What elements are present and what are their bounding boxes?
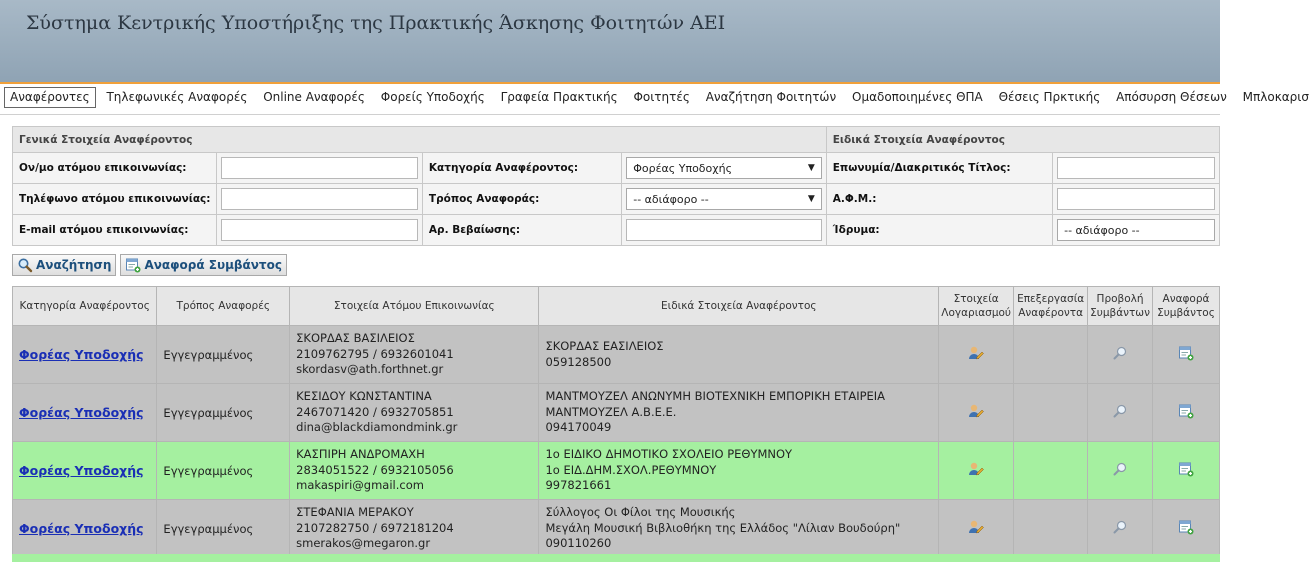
report-event-icon (125, 257, 141, 273)
tab-internship-positions[interactable]: Θέσεις Πρκτικής (998, 90, 1101, 104)
method-cell: Εγγεγραμμένος (157, 384, 290, 442)
results-table (12, 286, 1220, 558)
special-line: ΜΑΝΤΜΟΥΖΕΛ Α.Β.Ε.Ε. (545, 404, 677, 419)
col-header-edit: Επεξεργασία Αναφέροντα (1014, 287, 1088, 326)
contact-email-input[interactable] (221, 219, 417, 241)
special-section-title: Ειδικά Στοιχεία Αναφέροντος (826, 127, 1219, 153)
chevron-down-icon: ▼ (807, 194, 815, 204)
tab-position-withdrawal[interactable]: Απόσυρση Θέσεων (1116, 90, 1227, 104)
special-line: Σύλλογος Οι Φίλοι της Μουσικής (545, 505, 736, 520)
search-filters (12, 126, 1220, 246)
contact-name-label: Ον/μο ατόμου επικοινωνίας: (13, 153, 217, 184)
contact-phone: 2467071420 / 6932705851 (296, 404, 454, 419)
method-cell: Εγγεγραμμένος (157, 442, 290, 500)
table-header-row (13, 287, 1220, 326)
category-link[interactable]: Φορέας Υποδοχής (19, 521, 144, 536)
category-link[interactable]: Φορέας Υποδοχής (19, 405, 144, 420)
category-label: Κατηγορία Αναφέροντος: (422, 153, 621, 184)
contact-email: dina@blackdiamondmink.gr (296, 420, 458, 435)
special-line: ΣΚΟΡΔΑΣ ΕΑΣΙΛΕΙΟΣ (545, 339, 664, 353)
special-line: 090110260 (545, 536, 612, 551)
institution-select[interactable] (1057, 219, 1215, 241)
tab-grouped-positions[interactable]: Ομαδοποιημένες ΘΠΑ (852, 90, 983, 104)
contact-name-input[interactable] (221, 157, 417, 179)
contact-phone-input[interactable] (221, 188, 417, 210)
tab-student-search[interactable]: Αναζήτηση Φοιτητών (705, 90, 837, 104)
institution-select-value: -- αδιάφορο -- (1064, 223, 1140, 237)
report-event-icon[interactable] (1178, 519, 1194, 535)
method-label: Τρόπος Αναφοράς: (422, 184, 621, 215)
contact-name: ΣΚΟΡΔΑΣ ΒΑΣΙΛΕΙΟΣ (296, 331, 415, 346)
special-line: 059128500 (545, 354, 612, 369)
contact-name: ΚΕΣΙΔΟΥ ΚΩΝΣΤΑΝΤΙΝΑ (296, 389, 432, 404)
tab-phone-reports[interactable]: Τηλεφωνικές Αναφορές (106, 90, 248, 104)
special-line: 094170049 (545, 420, 612, 435)
account-details-icon[interactable] (967, 402, 985, 420)
special-line: Μεγάλη Μουσική Βιβλιοθήκη της Ελλάδος "Λίλιαν Βουδούρη" (545, 520, 901, 535)
afm-input[interactable] (1057, 188, 1215, 210)
chevron-down-icon: ▼ (807, 163, 815, 173)
search-button[interactable] (12, 254, 116, 276)
view-events-icon[interactable] (1112, 403, 1128, 419)
col-header-report-event: Αναφορά Συμβάντος (1152, 287, 1219, 326)
account-details-icon[interactable] (967, 518, 985, 536)
contact-email-label: E-mail ατόμου επικοινωνίας: (13, 215, 217, 246)
method-cell: Εγγεγραμμένος (157, 500, 290, 558)
tab-reporters[interactable]: Αναφέροντες (4, 87, 96, 108)
search-icon (17, 257, 33, 273)
table-row-partial (12, 554, 1220, 562)
institution-label: Ίδρυμα: (826, 215, 1052, 246)
view-events-icon[interactable] (1112, 461, 1128, 477)
tab-internship-offices[interactable]: Γραφεία Πρακτικής (500, 90, 618, 104)
contact-phone: 2107282750 / 6972181204 (296, 520, 454, 535)
tab-blocking[interactable]: Μπλοκαρισ (1242, 90, 1309, 104)
category-link[interactable]: Φορέας Υποδοχής (19, 463, 144, 478)
brand-input[interactable] (1057, 157, 1215, 179)
contact-phone: 2109762795 / 6932601041 (296, 346, 454, 361)
brand-label: Επωνυμία/Διακριτικός Τίτλος: (826, 153, 1052, 184)
tab-host-organizations[interactable]: Φορείς Υποδοχής (380, 90, 485, 104)
col-header-special[interactable]: Ειδικά Στοιχεία Αναφέροντος (539, 287, 939, 326)
contact-phone-label: Τηλέφωνο ατόμου επικοινωνίας: (13, 184, 217, 215)
method-select[interactable] (626, 188, 822, 210)
report-event-button[interactable] (120, 254, 287, 276)
special-line: 997821661 (545, 478, 612, 493)
category-select[interactable] (626, 157, 822, 179)
cert-label: Αρ. Βεβαίωσης: (422, 215, 621, 246)
special-line: ΜΑΝΤΜΟΥΖΕΛ ΑΝΩΝΥΜΗ ΒΙΟΤΕΧΝΙΚΗ ΕΜΠΟΡΙΚΗ ΕΤΑΙΡΕΙΑ (545, 389, 886, 404)
col-header-method[interactable]: Τρόπος Αναφορές (157, 287, 290, 326)
general-section-title: Γενικά Στοιχεία Αναφέροντος (13, 127, 827, 153)
report-event-icon[interactable] (1178, 403, 1194, 419)
table-row (13, 500, 1220, 558)
special-line: 1ο ΕΙΔ.ΔΗΜ.ΣΧΟΛ.ΡΕΘΥΜΝΟΥ (545, 462, 717, 477)
tab-online-reports[interactable]: Online Αναφορές (263, 90, 365, 104)
contact-email: makaspiri@gmail.com (296, 478, 424, 493)
contact-name: ΚΑΣΠΙΡΗ ΑΝΔΡΟΜΑΧΗ (296, 447, 425, 462)
account-details-icon[interactable] (967, 344, 985, 362)
afm-label: Α.Φ.Μ.: (826, 184, 1052, 215)
col-header-contact[interactable]: Στοιχεία Ατόμου Επικοινωνίας (290, 287, 539, 326)
report-event-button-label: Αναφορά Συμβάντος (144, 258, 282, 272)
table-row (13, 326, 1220, 384)
table-row (13, 384, 1220, 442)
col-header-category[interactable]: Κατηγορία Αναφέροντος (13, 287, 157, 326)
col-header-view-events: Προβολή Συμβάντων (1088, 287, 1153, 326)
report-event-icon[interactable] (1178, 345, 1194, 361)
main-nav (0, 84, 1309, 115)
category-select-value: Φορέας Υποδοχής (633, 161, 733, 175)
tab-students[interactable]: Φοιτητές (633, 90, 690, 104)
table-row (13, 442, 1220, 500)
action-buttons (12, 254, 287, 276)
method-cell: Εγγεγραμμένος (157, 326, 290, 384)
contact-email: smerakos@megaron.gr (296, 536, 431, 551)
report-event-icon[interactable] (1178, 461, 1194, 477)
category-link[interactable]: Φορέας Υποδοχής (19, 347, 144, 362)
app-title: Σύστημα Κεντρικής Υποστήριξης της Πρακτικής Άσκησης Φοιτητών ΑΕΙ (26, 12, 726, 34)
app-header (0, 0, 1220, 84)
special-line: 1ο ΕΙΔΙΚΟ ΔΗΜΟΤΙΚΟ ΣΧΟΛΕΙΟ ΡΕΘΥΜΝΟΥ (545, 447, 793, 462)
account-details-icon[interactable] (967, 460, 985, 478)
contact-email: skordasv@ath.forthnet.gr (296, 362, 444, 377)
col-header-account: Στοιχεία Λογαριασμού (939, 287, 1014, 326)
search-button-label: Αναζήτηση (36, 258, 112, 272)
view-events-icon[interactable] (1112, 345, 1128, 361)
contact-phone: 2834051522 / 6932105056 (296, 462, 454, 477)
view-events-icon[interactable] (1112, 519, 1128, 535)
method-select-value: -- αδιάφορο -- (633, 192, 709, 206)
contact-name: ΣΤΕΦΑΝΙΑ ΜΕΡΑΚΟΥ (296, 505, 414, 520)
cert-input[interactable] (626, 219, 822, 241)
